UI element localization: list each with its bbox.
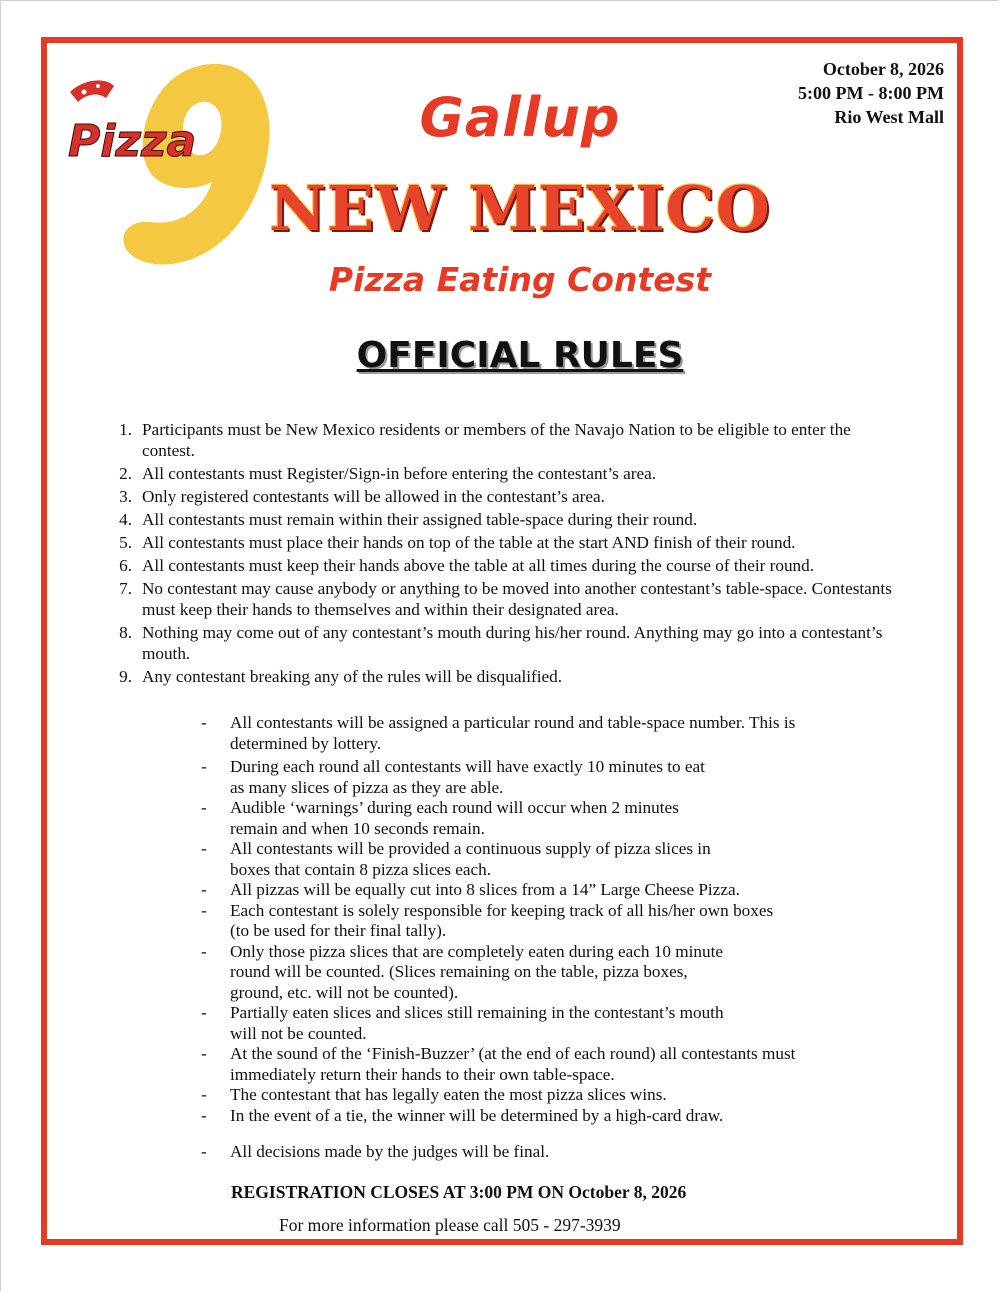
subrule-line: Each contestant is solely responsible for keeping track of all his/her own boxes	[230, 900, 774, 920]
rule-text: Participants must be New Mexico residents or members of the Navajo Nation to be eligible to enter the contest.	[142, 420, 851, 460]
rule-text: Only registered contestants will be allowed in the contestant’s area.	[142, 487, 605, 506]
event-time: 5:00 PM - 8:00 PM	[798, 83, 944, 103]
subrule-item	[198, 1044, 898, 1085]
event-location: Rio West Mall	[834, 107, 944, 127]
subrule-line: Only those pizza slices that are completely eaten during each 10 minute	[230, 941, 724, 961]
dash-bullet: -	[201, 713, 207, 732]
subrule-line: All decisions made by the judges will be final.	[230, 1142, 550, 1161]
event-date: October 8, 2026	[822, 59, 944, 79]
dash-bullet: -	[201, 1085, 207, 1104]
rule-text: Any contestant breaking any of the rules will be disqualified.	[142, 667, 563, 686]
subrule-line: (to be used for their final tally).	[230, 921, 447, 940]
subrule-line: All contestants will be assigned a particular round and table-space number. This is	[230, 713, 796, 732]
dash-bullet: -	[201, 1105, 207, 1125]
subrule-item	[198, 1106, 898, 1127]
rule-text: Nothing may come out of any contestant’s mouth during his/her round. Anything may go into a contestant’s mouth.	[142, 623, 883, 663]
rules-list	[106, 419, 906, 689]
rule-item	[106, 555, 906, 576]
subrule-line: boxes that contain 8 pizza slices each.	[230, 859, 492, 879]
contact-info: For more information please call 505 - 297-3939	[279, 1215, 621, 1235]
rule-text: No contestant may cause anybody or anything to be moved into another contestant’s table-space. Contestants must keep their hands to themselves and within their designated area.	[142, 579, 892, 619]
registration-notice: REGISTRATION CLOSES AT 3:00 PM ON October 8, 2026	[231, 1182, 687, 1202]
rule-item	[106, 578, 906, 620]
subrule-line: Partially eaten slices and slices still remaining in the contestant’s mouth	[230, 1003, 724, 1022]
dash-bullet: -	[201, 1003, 207, 1022]
title-state: NEW MEXICO	[269, 172, 771, 245]
subrule-item	[198, 1003, 898, 1044]
subrule-line: will not be counted.	[230, 1023, 367, 1043]
rule-item	[106, 486, 906, 507]
subrule-line: All contestants will be provided a continuous supply of pizza slices in	[230, 839, 711, 858]
rule-number: 6.	[119, 556, 132, 575]
rule-number: 1.	[119, 420, 132, 439]
rule-text: All contestants must remain within their assigned table-space during their round.	[142, 510, 698, 529]
rule-item	[106, 509, 906, 530]
rule-text: All contestants must keep their hands above the table at all times during the course of their round.	[142, 556, 815, 575]
subrule-line: round will be counted. (Slices remaining on the table, pizza boxes,	[230, 962, 688, 981]
subrule-item	[198, 942, 898, 1004]
subrule-line: The contestant that has legally eaten the most pizza slices wins.	[230, 1085, 667, 1104]
rule-text: All contestants must Register/Sign-in before entering the contestant’s area.	[142, 464, 657, 483]
subrule-item	[198, 757, 898, 798]
rule-item	[106, 666, 906, 687]
rule-number: 2.	[119, 464, 132, 483]
dash-bullet: -	[201, 880, 207, 899]
rule-number: 8.	[119, 623, 132, 642]
rule-number: 9.	[119, 667, 132, 686]
subrule-line: In the event of a tie, the winner will be determined by a high-card draw.	[230, 1105, 724, 1125]
dash-bullet: -	[201, 1142, 207, 1161]
subrule-item	[198, 839, 898, 880]
title-city: Gallup	[419, 86, 621, 149]
subrules-list	[198, 713, 898, 1163]
subrule-line: During each round all contestants will have exactly 10 minutes to eat	[230, 757, 705, 776]
subrule-line: Audible ‘warnings’ during each round will occur when 2 minutes	[230, 798, 679, 817]
subrule-item	[198, 798, 898, 839]
dash-bullet: -	[201, 757, 207, 776]
rule-item	[106, 463, 906, 484]
subrule-item	[198, 713, 898, 754]
subrule-item	[198, 880, 898, 901]
subrule-item	[198, 1085, 898, 1106]
rule-text: All contestants must place their hands on top of the table at the start AND finish of their round.	[142, 533, 796, 552]
rule-number: 4.	[119, 510, 132, 529]
subrule-item	[198, 1142, 898, 1163]
subrule-line: At the sound of the ‘Finish-Buzzer’ (at the end of each round) all contestants must	[230, 1044, 796, 1063]
dash-bullet: -	[201, 941, 207, 961]
dash-bullet: -	[201, 900, 207, 920]
rule-number: 3.	[119, 487, 132, 506]
rule-item	[106, 532, 906, 553]
subrule-line: as many slices of pizza as they are able.	[230, 777, 504, 797]
subrule-line: immediately return their hands to their own table-space.	[230, 1064, 615, 1084]
subrule-item	[198, 901, 898, 942]
subrule-line: determined by lottery.	[230, 733, 382, 753]
dash-bullet: -	[201, 1044, 207, 1063]
dash-bullet: -	[201, 798, 207, 817]
subrule-line: All pizzas will be equally cut into 8 slices from a 14” Large Cheese Pizza.	[230, 880, 740, 899]
rule-number: 7.	[119, 579, 132, 598]
rule-item	[106, 622, 906, 664]
rules-heading: OFFICIAL RULES	[356, 335, 684, 376]
rule-number: 5.	[119, 533, 132, 552]
title-event-name: Pizza Eating Contest	[328, 260, 712, 299]
subrule-line: remain and when 10 seconds remain.	[230, 818, 485, 838]
dash-bullet: -	[201, 839, 207, 858]
logo-text: Pizza	[68, 116, 197, 167]
rule-item	[106, 419, 906, 461]
subrule-line: ground, etc. will not be counted).	[230, 982, 459, 1002]
